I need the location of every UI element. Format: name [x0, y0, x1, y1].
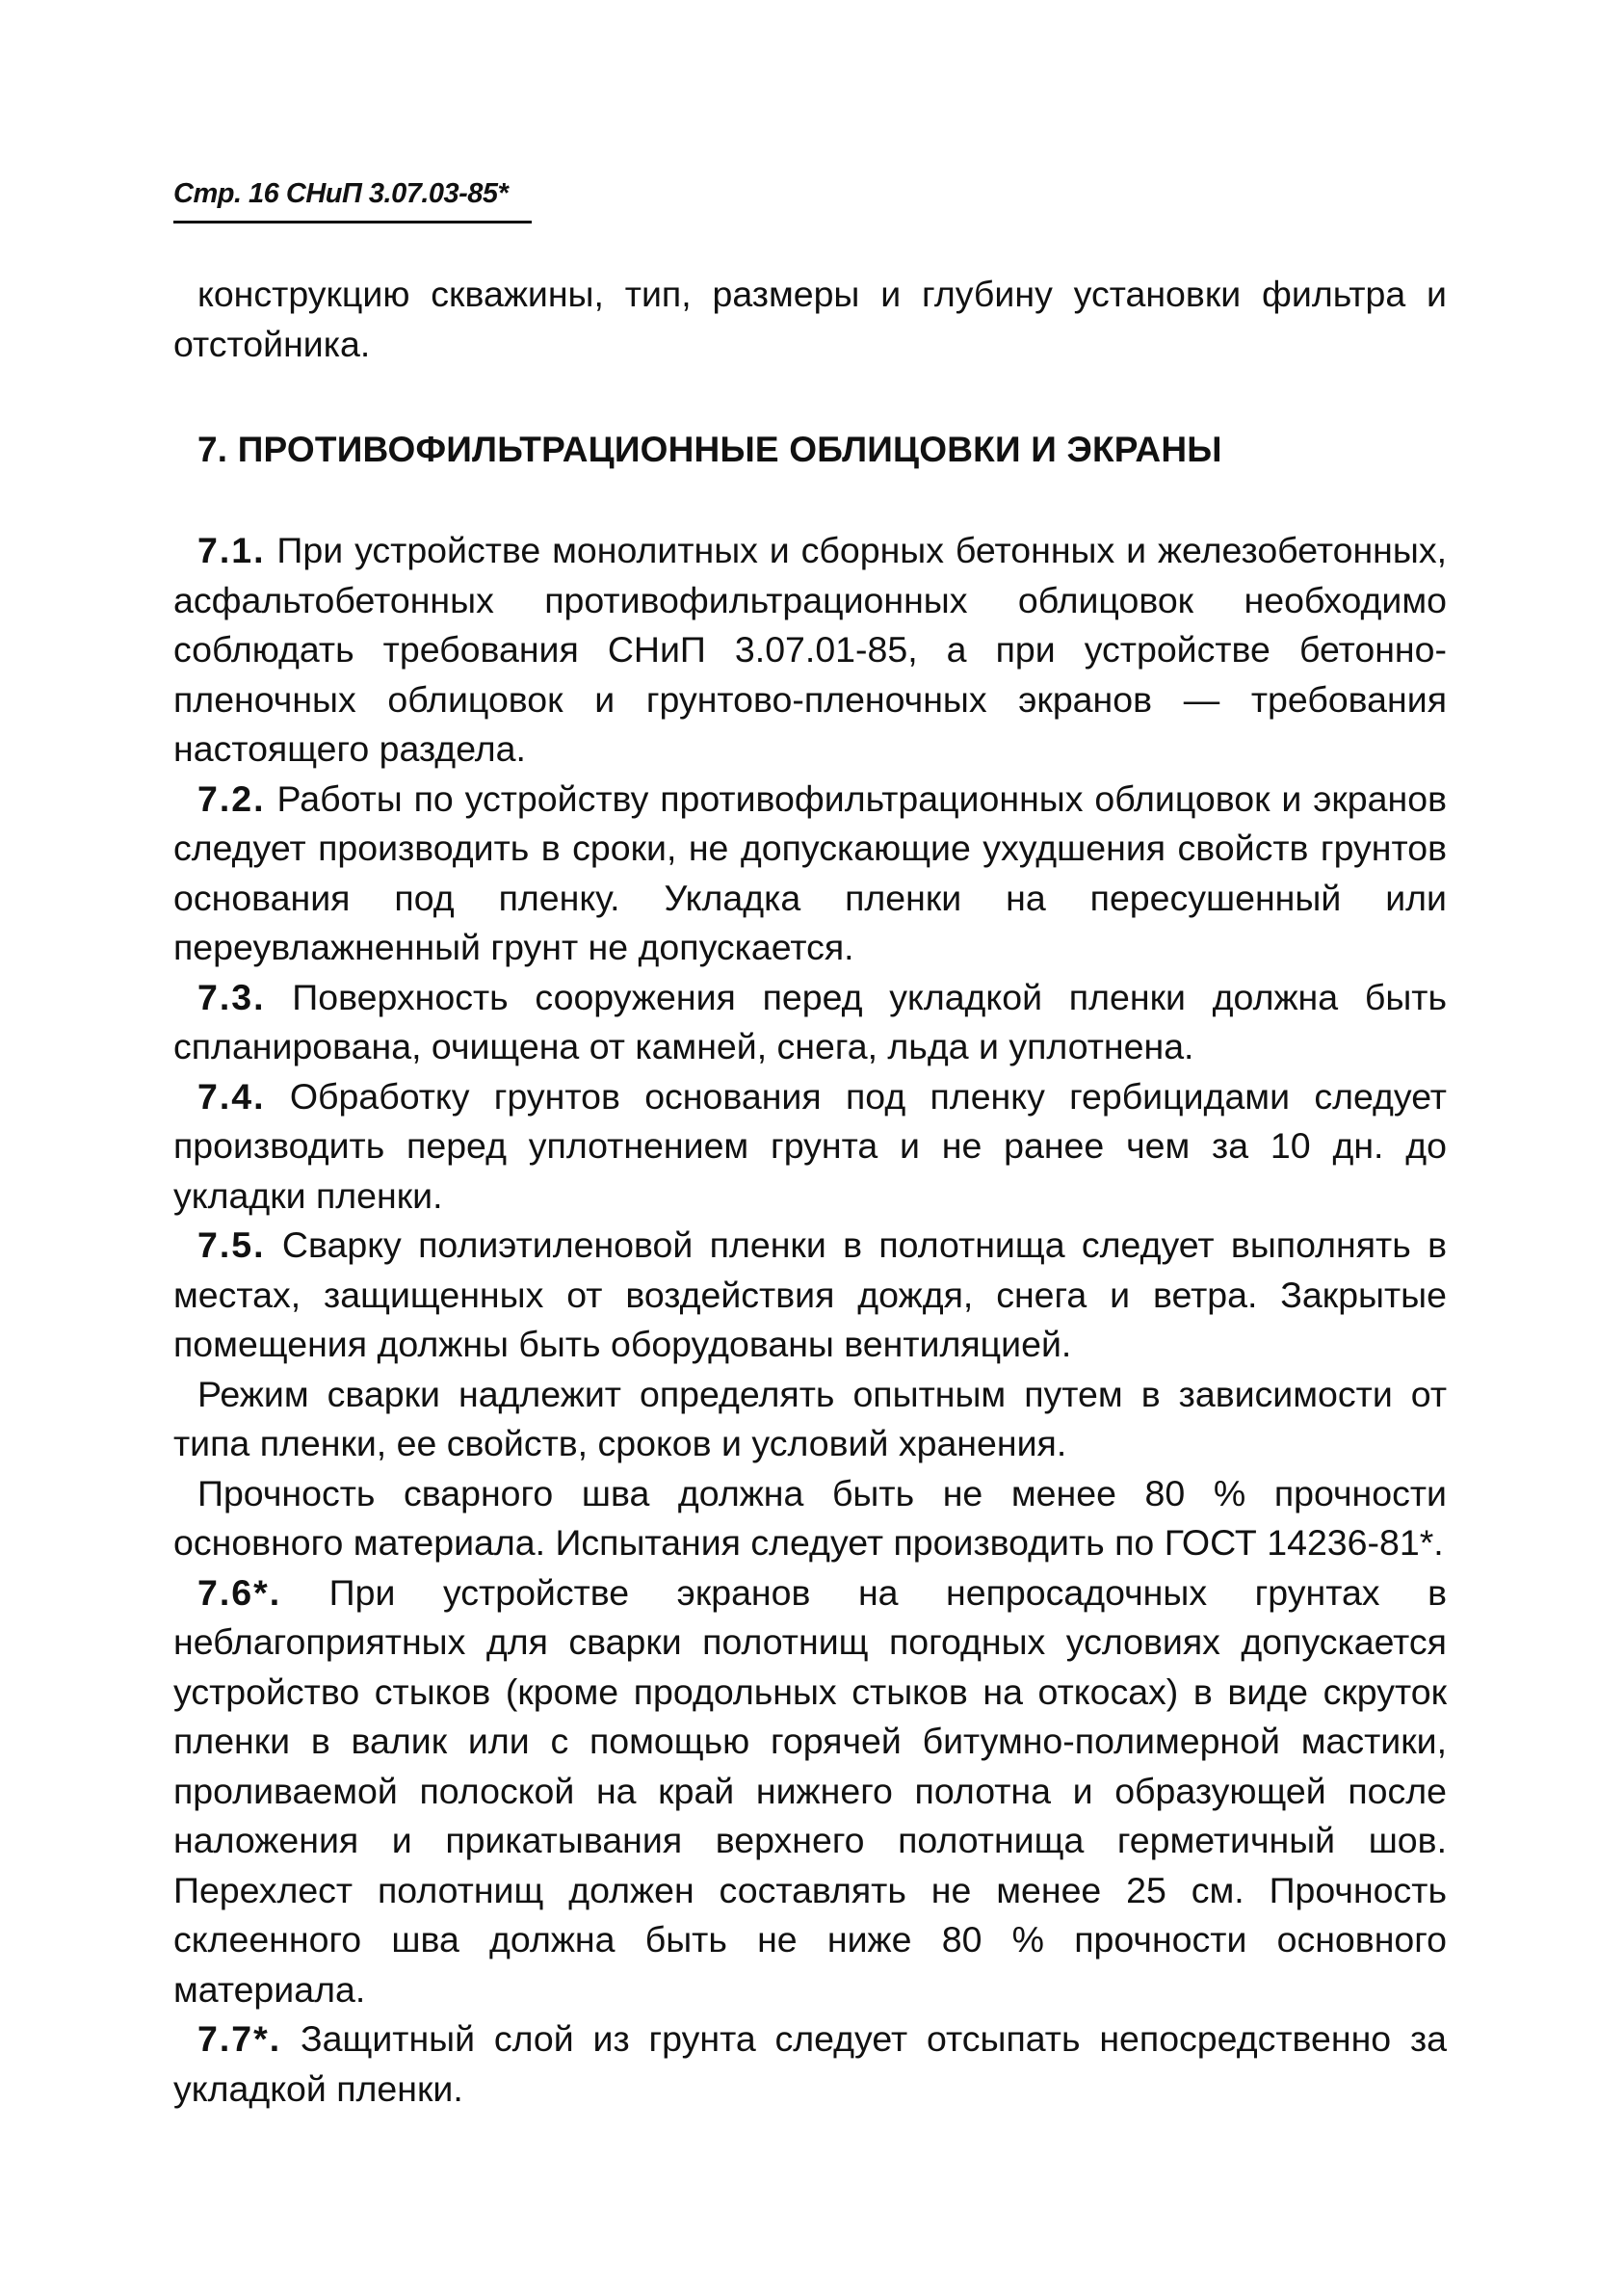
paragraph-number: 7.4.: [197, 1075, 266, 1117]
running-header: Стр. 16 СНиП 3.07.03-85*: [173, 178, 509, 209]
paragraph-text: Поверхность сооружения перед укладкой пленки должна быть спланирована, очищена от камней, снега, льда и уплотнена.: [173, 976, 1447, 1066]
intro-paragraph: конструкцию скважины, тип, размеры и глубину установки фильтра и отстойника.: [173, 274, 1447, 364]
paragraph-number: 7.7*.: [197, 2018, 282, 2059]
paragraph-number: 7.6*.: [197, 1571, 282, 1613]
paragraph-7-3: [173, 973, 1447, 1072]
paragraph-text: Обработку грунтов основания под пленку гербицидами следует производить перед уплотнением грунта и не ранее чем за 10 дн. до укладки пленки.: [173, 1075, 1447, 1216]
paragraph-7-5: [173, 1221, 1447, 1370]
paragraph-weld-strength: [173, 1469, 1447, 1568]
paragraph-text: Режим сварки надлежит определять опытным путем в зависимости от типа пленки, ее свойств, сроков и условий хранения.: [173, 1373, 1447, 1463]
page-content: [173, 270, 1447, 2114]
paragraph-text: Работы по устройству противофильтрационных облицовок и экранов следует производить в сроки, не допускающие ухудшения свойств грунтов основания под пленку. Укладка пленки на пересушенный или переувлажненный грунт не допускается.: [173, 777, 1447, 967]
paragraph-welding-mode: [173, 1370, 1447, 1469]
paragraph-number: 7.5.: [197, 1224, 266, 1265]
paragraph-7-1: [173, 526, 1447, 775]
paragraph-text: При устройстве экранов на непросадочных грунтах в неблагоприятных для сварки полотнищ погодных условиях допускается устройство стыков (кроме продольных стыков на откосах) в виде скруток пленки в валик или с помощью горячей битумно-полимерной мастики, проливаемой полоской на край нижнего полотна и образующей после наложения и прикатывания верхнего полотнища герметичный шов. Перехлест полотнищ должен составлять не менее 25 см. Прочность склеенного шва должна быть не ниже 80 % прочности основного материала.: [173, 1571, 1447, 2010]
paragraph-number: 7.1.: [197, 530, 266, 570]
paragraph-7-4: [173, 1072, 1447, 1222]
paragraph-text: Прочность сварного шва должна быть не менее 80 % прочности основного материала. Испытания следует производить по ГОСТ 14236-81*.: [173, 1472, 1447, 1563]
paragraph-number: 7.3.: [197, 976, 266, 1017]
paragraph-text: Сварку полиэтиленовой пленки в полотнища следует выполнять в местах, защищенных от воздействия дождя, снега и ветра. Закрытые помещения должны быть оборудованы вентиляцией.: [173, 1224, 1447, 1364]
paragraph-text: При устройстве монолитных и сборных бетонных и железобетонных, асфальтобетонных противофильтрационных облицовок необходимо соблюдать требования СНиП 3.07.01-85, а при устройстве бетонно-пленочных облицовок и грунтово-пленочных экранов — требования настоящего раздела.: [173, 530, 1447, 769]
paragraph-7-6: [173, 1568, 1447, 2015]
header-rule: [173, 221, 532, 224]
paragraph-text: Защитный слой из грунта следует отсыпать непосредственно за укладкой пленки.: [173, 2018, 1447, 2109]
section-title: 7. ПРОТИВОФИЛЬТРАЦИОННЫЕ ОБЛИЦОВКИ И ЭКРАНЫ: [197, 430, 1222, 469]
paragraph-7-2: [173, 775, 1447, 973]
paragraph-number: 7.2.: [197, 777, 266, 819]
paragraph-7-7: [173, 2014, 1447, 2114]
